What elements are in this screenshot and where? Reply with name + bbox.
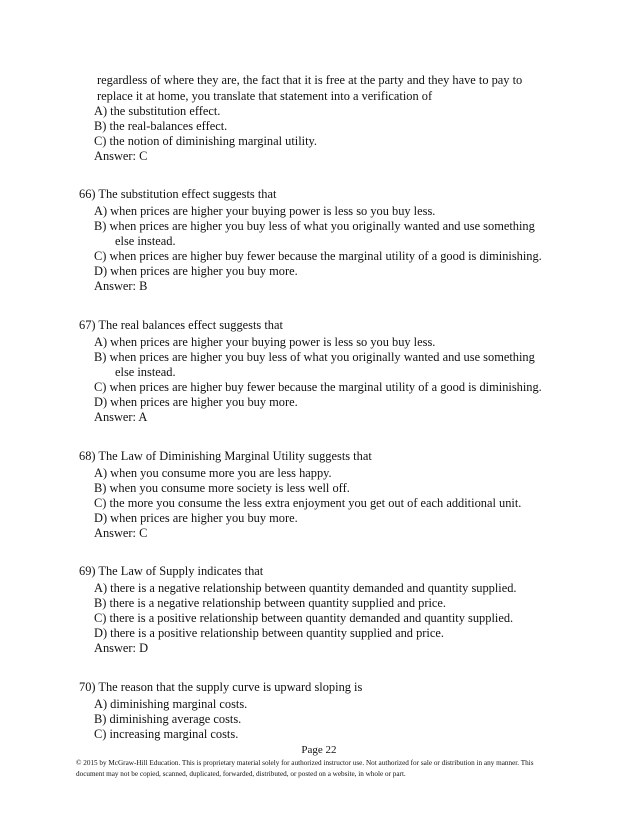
question-69-stem: 69) The Law of Supply indicates that: [79, 564, 264, 578]
question-67-option-a: A) when prices are higher your buying power is less so you buy less.: [94, 335, 436, 349]
question-67-option-b-cont: else instead.: [115, 365, 176, 379]
continuation-line-2: replace it at home, you translate that statement into a verification of: [97, 89, 433, 103]
question-69-option-c: C) there is a positive relationship between quantity demanded and quantity supplied.: [94, 611, 514, 625]
copyright-line-1: © 2015 by McGraw-Hill Education. This is proprietary material solely for authorized instructor use. Not authorized for sale or distribution in any manner. This: [76, 759, 534, 767]
copyright-line-2: document may not be copied, scanned, duplicated, forwarded, distributed, or posted on a website, in whole or part.: [76, 770, 406, 778]
question-69-option-b: B) there is a negative relationship between quantity supplied and price.: [94, 596, 446, 610]
question-67-option-c: C) when prices are higher buy fewer because the marginal utility of a good is diminishing.: [94, 380, 542, 394]
question-66-option-b: B) when prices are higher you buy less of what you originally wanted and use something: [94, 219, 535, 233]
continuation-answer: Answer: C: [94, 149, 148, 163]
question-69-answer: Answer: D: [94, 641, 149, 655]
continuation-option-b: B) the real-balances effect.: [94, 119, 228, 133]
question-68-option-c: C) the more you consume the less extra enjoyment you get out of each additional unit.: [94, 496, 522, 510]
question-70-option-c: C) increasing marginal costs.: [94, 727, 239, 741]
page-number: Page 22: [301, 744, 337, 756]
question-67-option-b: B) when prices are higher you buy less of what you originally wanted and use something: [94, 350, 535, 364]
question-68-answer: Answer: C: [94, 526, 148, 540]
question-68-option-d: D) when prices are higher you buy more.: [94, 511, 298, 525]
question-68-option-a: A) when you consume more you are less happy.: [94, 466, 332, 480]
question-67-option-d: D) when prices are higher you buy more.: [94, 395, 298, 409]
question-66-option-a: A) when prices are higher your buying power is less so you buy less.: [94, 204, 436, 218]
question-70-stem: 70) The reason that the supply curve is upward sloping is: [79, 680, 363, 694]
question-70-option-a: A) diminishing marginal costs.: [94, 697, 248, 711]
continuation-option-a: A) the substitution effect.: [94, 104, 221, 118]
question-68-option-b: B) when you consume more society is less well off.: [94, 481, 350, 495]
question-69-option-a: A) there is a negative relationship between quantity demanded and quantity supplied.: [94, 581, 517, 595]
question-66-option-c: C) when prices are higher buy fewer because the marginal utility of a good is diminishing.: [94, 249, 542, 263]
question-67-answer: Answer: A: [94, 410, 148, 424]
question-66-option-d: D) when prices are higher you buy more.: [94, 264, 298, 278]
question-69-option-d: D) there is a positive relationship between quantity supplied and price.: [94, 626, 444, 640]
question-70-option-b: B) diminishing average costs.: [94, 712, 242, 726]
question-68-stem: 68) The Law of Diminishing Marginal Utility suggests that: [79, 449, 372, 463]
continuation-line-1: regardless of where they are, the fact that it is free at the party and they have to pay to: [97, 73, 523, 87]
continuation-option-c: C) the notion of diminishing marginal utility.: [94, 134, 318, 148]
question-66-stem: 66) The substitution effect suggests that: [79, 187, 277, 201]
question-66-option-b-cont: else instead.: [115, 234, 176, 248]
question-66-answer: Answer: B: [94, 279, 148, 293]
question-67-stem: 67) The real balances effect suggests that: [79, 318, 283, 332]
